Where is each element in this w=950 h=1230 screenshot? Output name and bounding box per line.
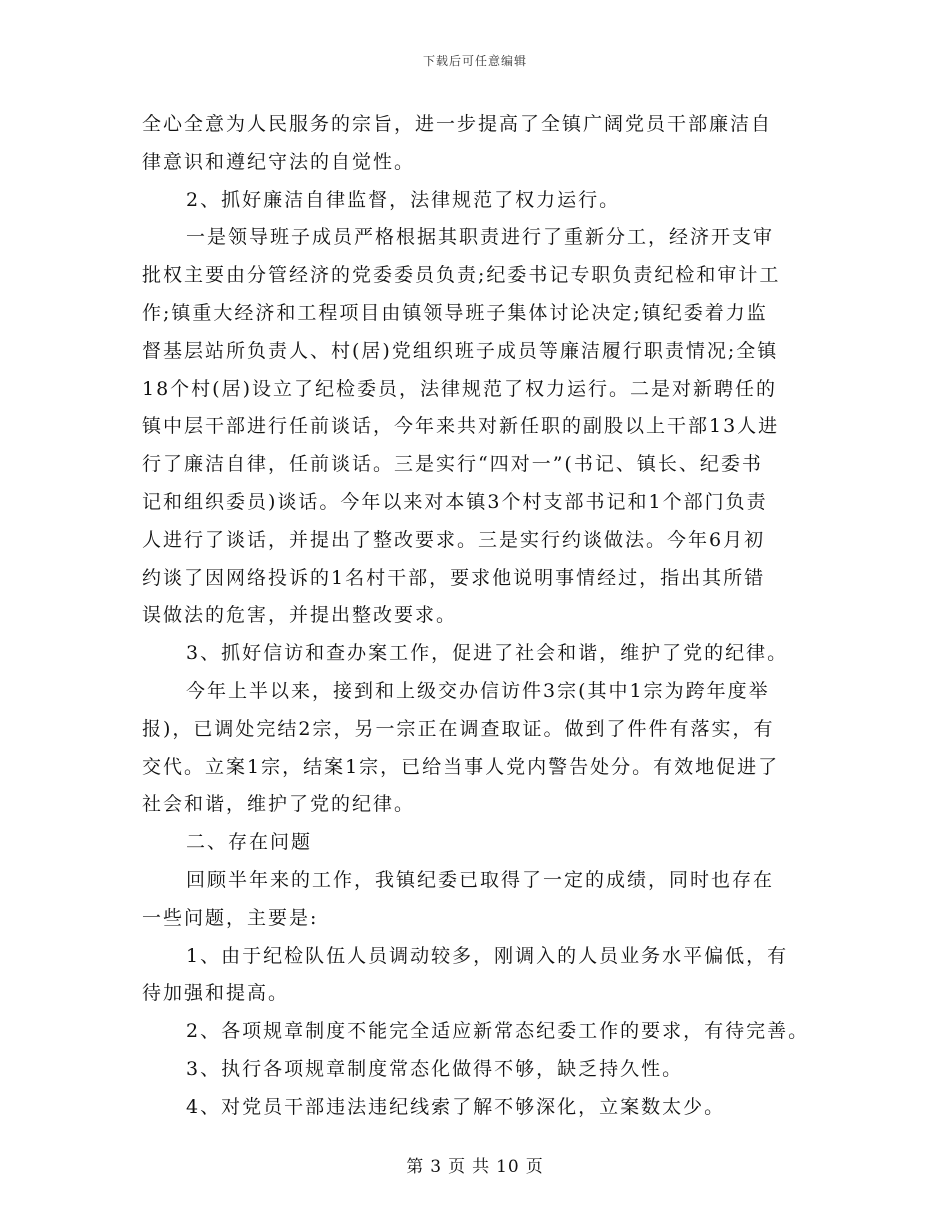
text-line: 误做法的危害，并提出整改要求。 bbox=[142, 604, 458, 627]
text-line: 一些问题，主要是: bbox=[142, 906, 319, 929]
total-pages-number: 10 bbox=[496, 1157, 520, 1177]
total-label: 共 bbox=[472, 1157, 491, 1177]
section-heading: 3、抓好信访和查办案工作，促进了社会和谐，维护了党的纪律。 bbox=[186, 642, 789, 665]
list-item: 1、由于纪检队伍人员调动较多，刚调入的人员业务水平偏低，有 bbox=[186, 944, 789, 967]
text-line: 行了廉洁自律，任前谈话。三是实行“四对一”(书记、镇长、纪委书 bbox=[142, 453, 763, 476]
text-line: 人进行了谈话，并提出了整改要求。三是实行约谈做法。今年6月初 bbox=[142, 528, 766, 551]
section-heading: 二、存在问题 bbox=[186, 831, 313, 854]
list-item: 3、执行各项规章制度常态化做得不够，缺乏持久性。 bbox=[186, 1057, 684, 1080]
text-line: 待加强和提高。 bbox=[142, 982, 290, 1005]
text-line: 一是领导班子成员严格根据其职责进行了重新分工，经济开支审 bbox=[186, 226, 775, 249]
text-line: 报)，已调处完结2宗，另一宗正在调查取证。做到了件件有落实，有 bbox=[142, 717, 775, 740]
text-line: 镇中层干部进行任前谈话，今年来共对新任职的副股以上干部13人进 bbox=[142, 415, 780, 438]
text-line: 律意识和遵纪守法的自觉性。 bbox=[142, 150, 416, 173]
text-line: 批权主要由分管经济的党委委员负责;纪委书记专职负责纪检和审计工 bbox=[142, 264, 781, 287]
page-header: 下载后可任意编辑 bbox=[422, 54, 527, 68]
text-line: 记和组织委员)谈话。今年以来对本镇3个村支部书记和1个部门负责 bbox=[142, 490, 768, 513]
list-item: 2、各项规章制度不能完全适应新常态纪委工作的要求，有待完善。 bbox=[186, 1020, 810, 1043]
list-item: 4、对党员干部违法违纪线索了解不够深化，立案数太少。 bbox=[186, 1095, 726, 1118]
page-label-prefix: 第 bbox=[406, 1157, 425, 1177]
section-heading: 2、抓好廉洁自律监督，法律规范了权力运行。 bbox=[186, 188, 621, 211]
text-line: 社会和谐，维护了党的纪律。 bbox=[142, 793, 416, 816]
page-label-suffix: 页 bbox=[525, 1157, 544, 1177]
page-footer bbox=[0, 1152, 950, 1177]
text-line: 约谈了因网络投诉的1名村干部，要求他说明事情经过，指出其所错 bbox=[142, 566, 766, 589]
text-line: 作;镇重大经济和工程项目由镇领导班子集体讨论决定;镇纪委着力监 bbox=[142, 301, 768, 324]
document-body bbox=[142, 106, 832, 1127]
current-page-number: 3 bbox=[430, 1157, 443, 1177]
text-line: 今年上半以来，接到和上级交办信访件3宗(其中1宗为跨年度举 bbox=[186, 679, 770, 702]
page-label: 页 bbox=[448, 1157, 467, 1177]
text-line: 督基层站所负责人、村(居)党组织班子成员等廉洁履行职责情况;全镇 bbox=[142, 339, 779, 362]
text-line: 回顾半年来的工作，我镇纪委已取得了一定的成绩，同时也存在 bbox=[186, 868, 775, 891]
text-line: 交代。立案1宗，结案1宗，已给当事人党内警告处分。有效地促进了 bbox=[142, 755, 780, 778]
text-line: 18个村(居)设立了纪检委员，法律规范了权力运行。二是对新聘任的 bbox=[142, 377, 778, 400]
text-line: 全心全意为人民服务的宗旨，进一步提高了全镇广阔党员干部廉洁自 bbox=[142, 113, 773, 135]
